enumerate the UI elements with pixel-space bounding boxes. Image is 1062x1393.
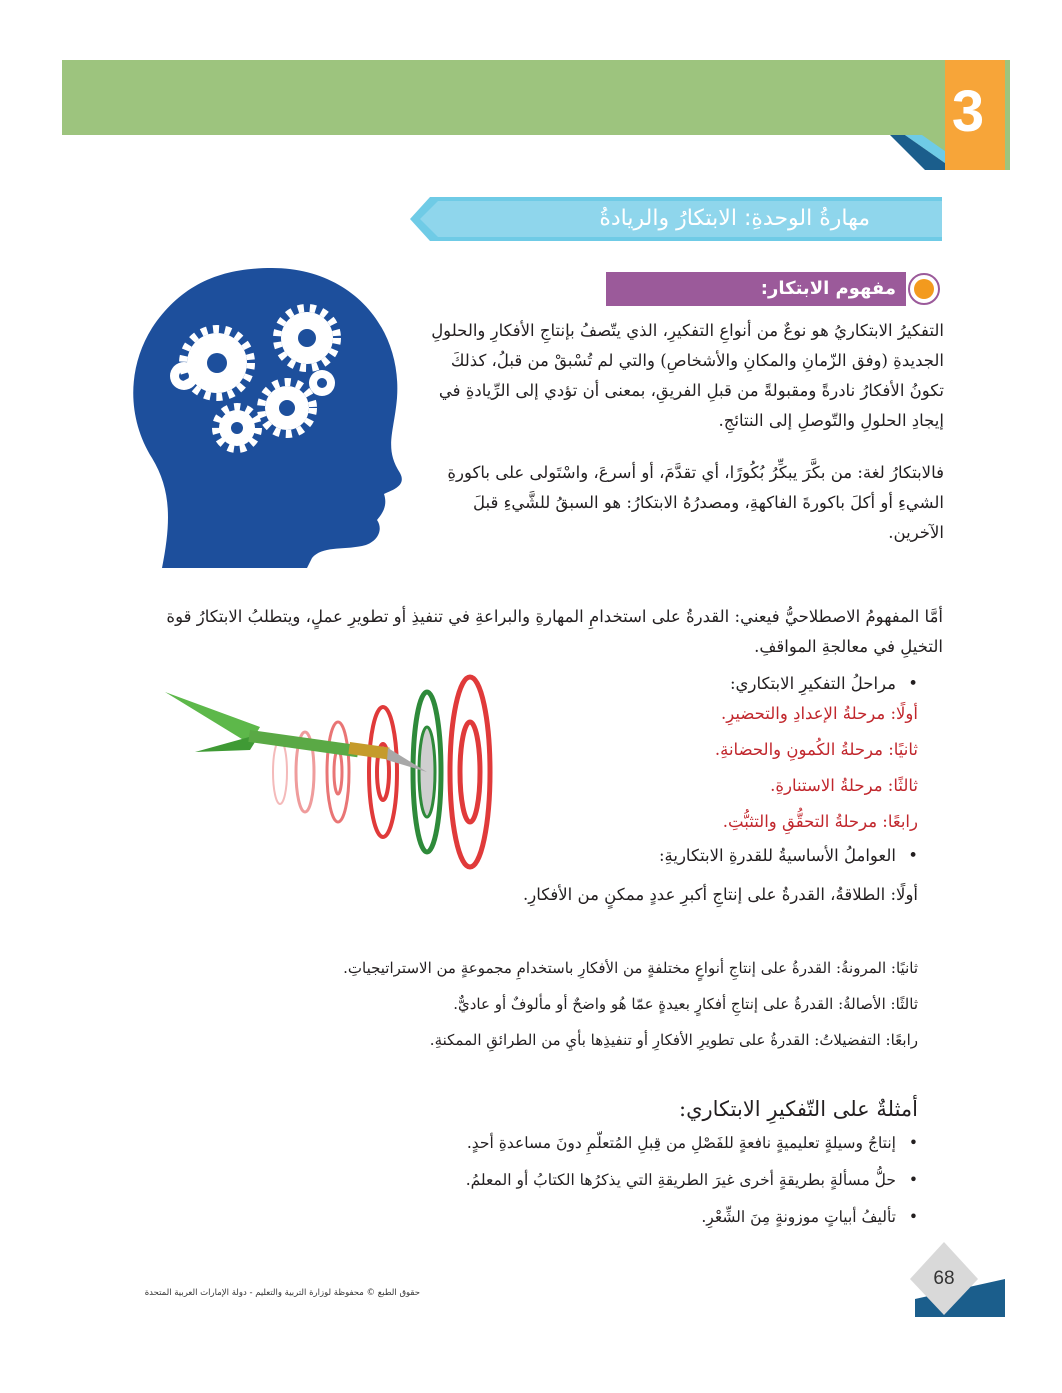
stage-item: رابعًا: مرحلةُ التحقُّقِ والتثبُّتِ.: [722, 812, 918, 831]
example-item: • إنتاجُ وسيلةٍ تعليميةٍ نافعةٍ للفَصْلِ من قِبلِ المُتعلّمِ دونَ مساعدةِ أحدٍ.: [360, 1125, 896, 1162]
factor-item: رابعًا: التفضيلاتُ: القدرةُ على تطويرِ الأفكارِ أو تنفيذِها بأيِ من الطرائقِ الممكنةِ.: [429, 1031, 918, 1049]
concept-paragraph-1: التفكيرُ الابتكاريُ هو نوعٌ من أنواعِ التفكيرِ، الذي يتّصفُ بإنتاجِ الأفكارِ والحلولِ الجديدةِ (وفق الزّمانِ والمكانِ والأشخاصِ) والتي لم تُسْبقْ من قبلُ، كذلكَ تكونُ الأفكارُ نادرةً ومقبولةً من قبلِ الفريقِ، بمعنى أن تؤدي إلى الرِّيادةِ في إيجادِ الحلولِ والتّوصلِ إلى النتائجِ.: [431, 321, 944, 430]
example-item: • حلُّ مسألةٍ بطريقةٍ أخرى غيرَ الطريقةِ التي يذكرُها الكتابُ أو المعلمُ.: [360, 1162, 896, 1199]
page-number: 68: [933, 1268, 955, 1289]
factors-heading: • العواملُ الأساسيةُ للقدرةِ الابتكاريةِ:: [520, 841, 896, 871]
head-gears-illustration: [122, 258, 422, 568]
concept-paragraph-2: فالابتكارُ لغة: من بكَّرَ يبكِّرُ بُكُورًا، أي تقدَّمَ، أو أسرعَ، واسْتَولى على باكورةِ الشيءِ أو أكلَ باكورةَ الفاكهةِ، ومصدرُهُ الابتكارُ: هو السبقُ للشَّيءِ قبلَ الآخرين.: [447, 463, 944, 542]
skill-title: مهارةُ الوحدةِ: الابتكارُ والريادةُ: [599, 206, 870, 231]
bullet-circle-icon: [904, 272, 942, 306]
factor-first: أولًا: الطلاقةُ، القدرةُ على إنتاجِ أكبرِ عددٍ ممكنٍ من الأفكارِ.: [523, 885, 918, 904]
stage-item: أولًا: مرحلةُ الإعدادِ والتحضيرِ.: [721, 704, 918, 723]
dart-target-illustration: [155, 672, 505, 882]
stage-item: ثالثًا: مرحلةُ الاستنارةِ.: [770, 776, 918, 795]
concept-title: مفهوم الابتكار:: [760, 278, 896, 299]
examples-heading: أمثلةٌ على التّفكيرِ الابتكاري:: [679, 1097, 918, 1121]
stages-heading: • مراحلُ التفكيرِ الابتكاري:: [520, 669, 896, 699]
examples-list: [360, 1125, 918, 1236]
top-banner: [62, 60, 892, 135]
factor-item: ثالثًا: الأصالةُ: القدرةُ على إنتاجِ أفكارٍ بعيدةٍ عمّا هُو واضحٌ أو مألوفٌ أو عاديٌّ.: [453, 995, 918, 1013]
stages-section: [520, 669, 918, 871]
example-item: • تأليفُ أبياتٍ موزونةٍ مِنَ الشِّعْرِ.: [360, 1199, 896, 1236]
factor-item: ثانيًا: المرونةُ: القدرةُ على إنتاجِ أنواعٍ مختلفةٍ من الأفكارِ باستخدامِ مجموعةٍ من الاستراتيجياتِ.: [343, 959, 918, 977]
unit-number: 3: [951, 79, 985, 144]
terminology-paragraph: أمَّا المفهومُ الاصطلاحيُّ فيعني: القدرةُ على استخدامِ المهارةِ والبراعةِ في تنفيذِ أو تطويرِ عملٍ، ويتطلبُ الابتكارُ قوة التخيلِ في معالجةِ المواقفِ.: [166, 607, 943, 656]
copyright-footer: حقوق الطبع © محفوظة لوزارة التربية والتعليم - دولة الإمارات العربية المتحدة: [144, 1288, 420, 1298]
factors-list: [240, 950, 918, 1058]
stage-item: ثانيًا: مرحلةُ الكُمونِ والحضانةِ.: [714, 740, 918, 759]
